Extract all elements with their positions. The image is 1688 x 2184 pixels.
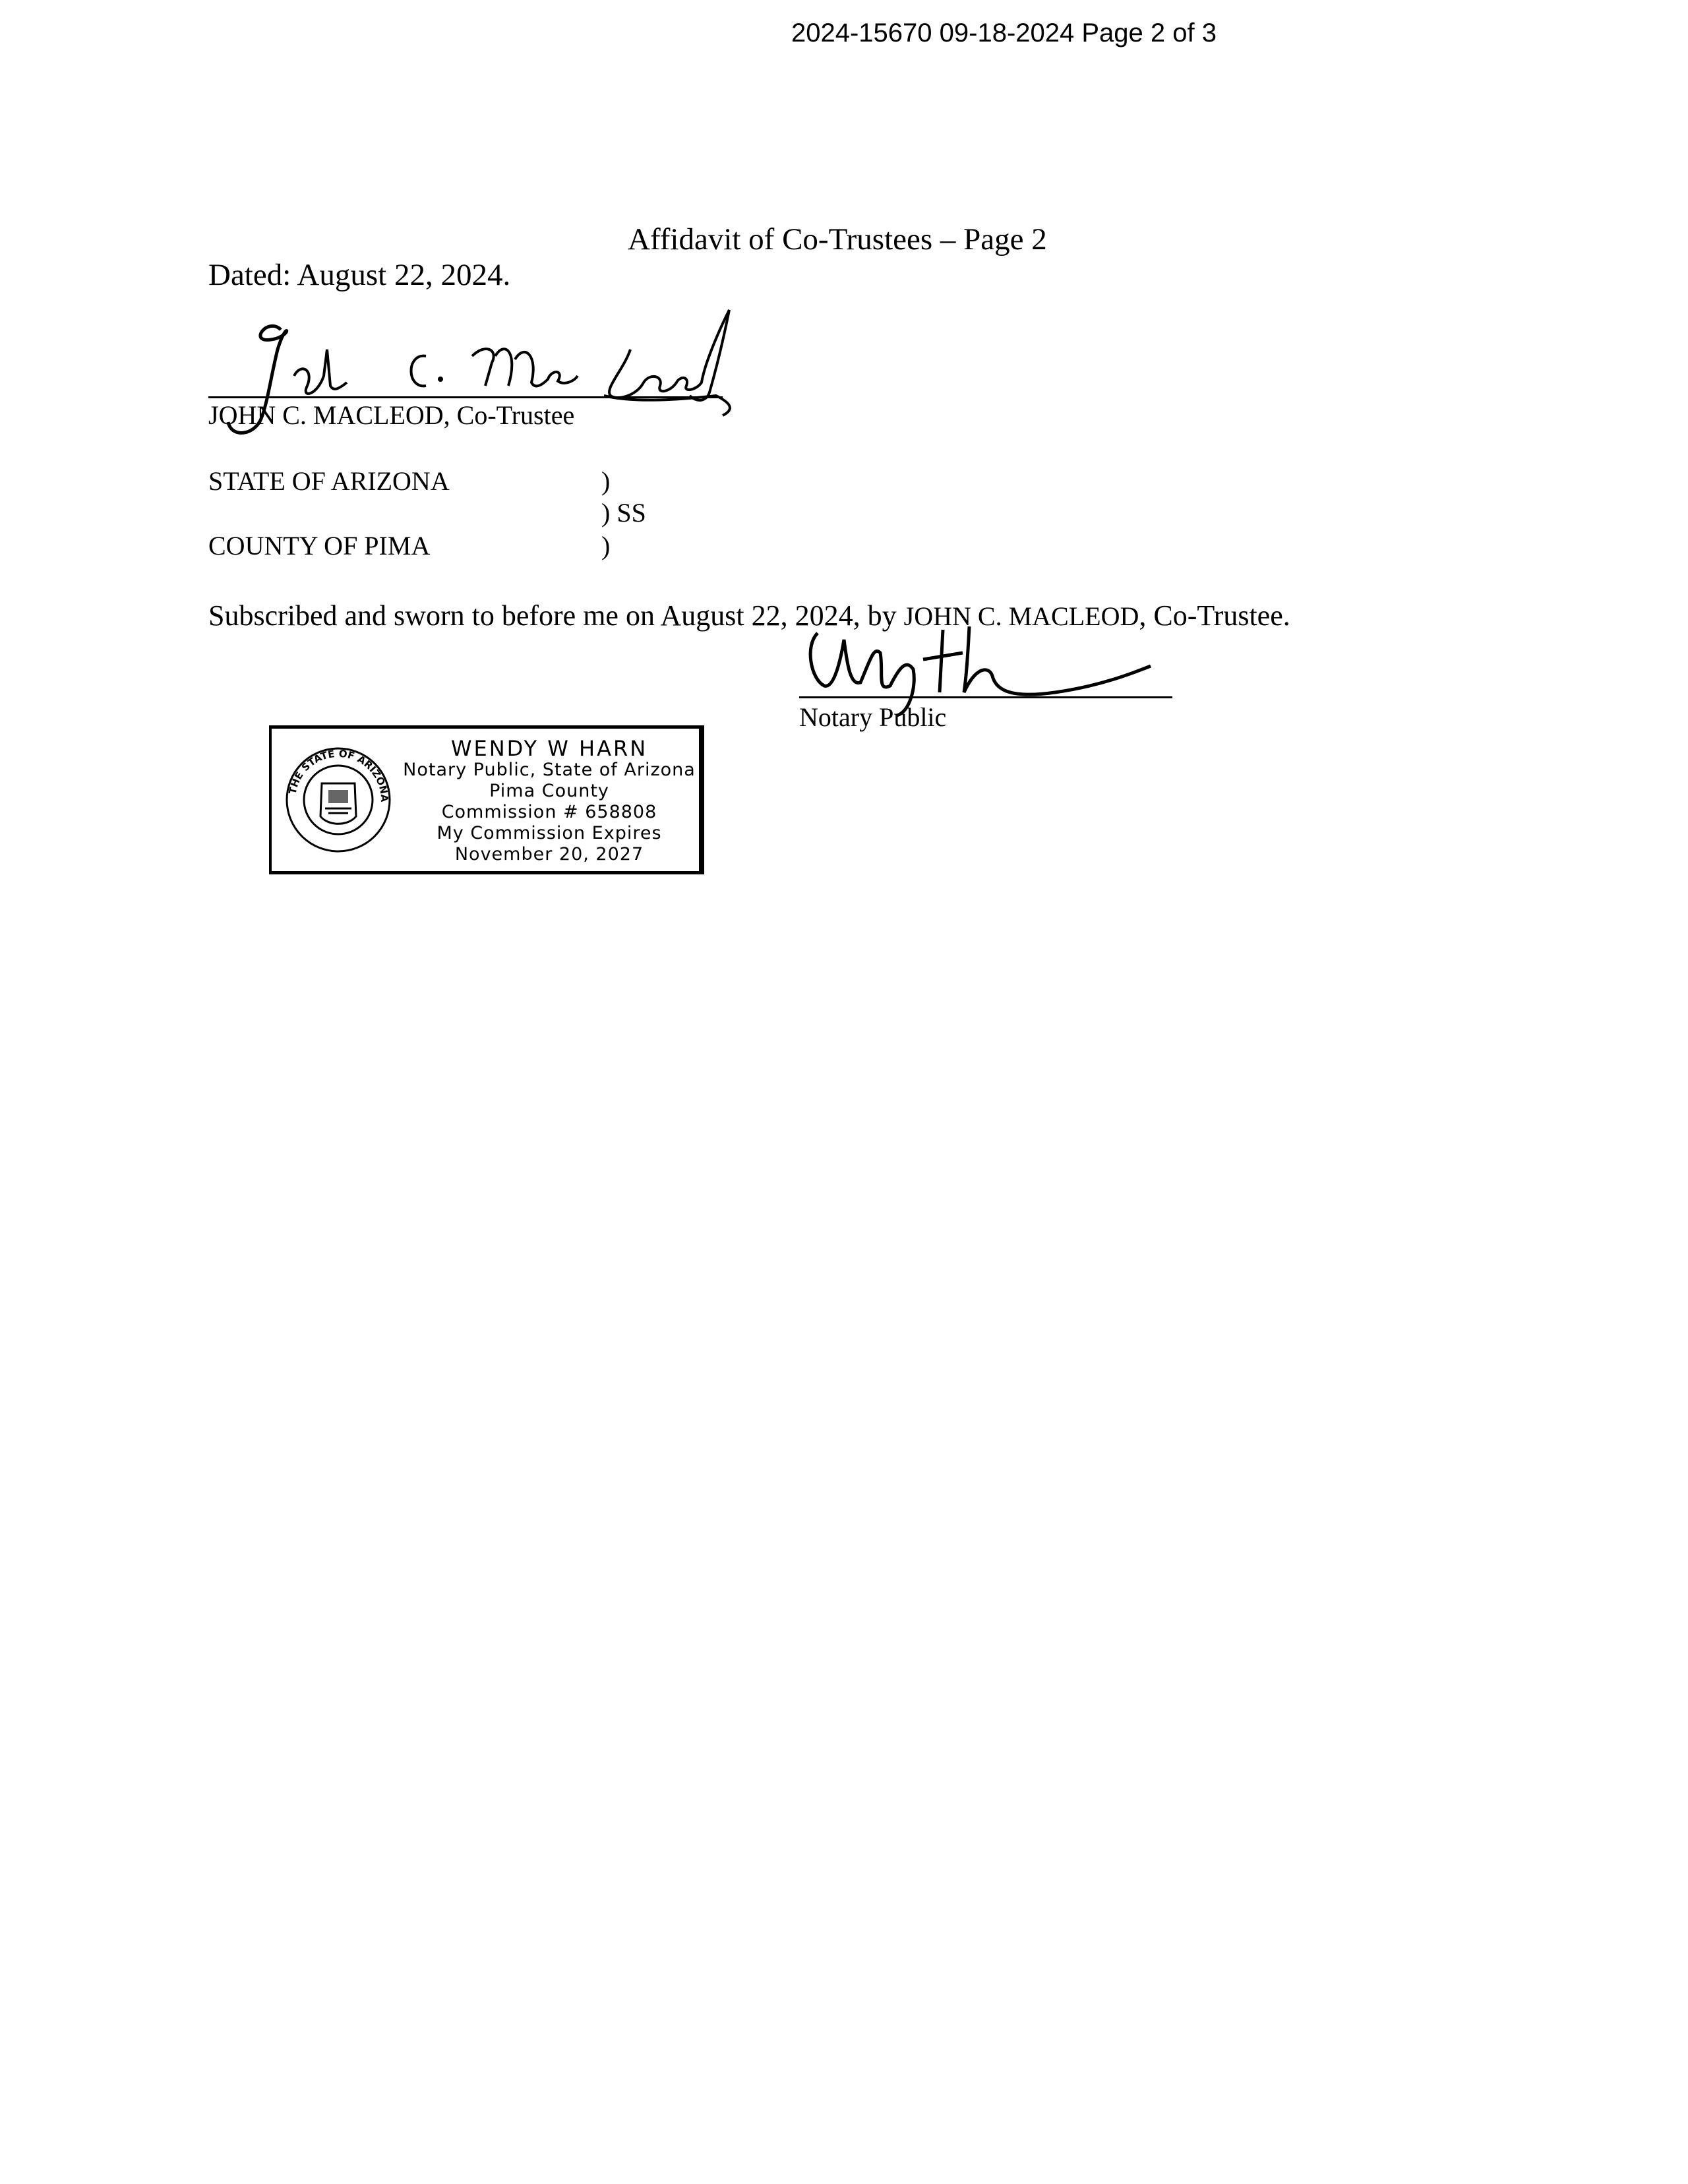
dated-line: Dated: August 22, 2024. (208, 258, 511, 292)
stamp-line-2: Pima County (489, 781, 609, 801)
trustee-signature (208, 303, 749, 455)
venue-ss: ) SS (601, 498, 646, 528)
stamp-line-1: Notary Public, State of Arizona (403, 760, 696, 780)
trustee-name-label: JOHN C. MACLEOD, Co-Trustee (208, 400, 575, 430)
page-title: Affidavit of Co-Trustees – Page 2 (628, 222, 1047, 257)
jurat-suffix: , Co-Trustee. (1139, 599, 1290, 632)
notary-label: Notary Public (799, 702, 947, 732)
notary-signature-line (799, 696, 1172, 698)
seal-text: THE STATE OF ARIZONA (286, 747, 391, 803)
jurat-name: JOHN C. MACLEOD (903, 601, 1139, 631)
venue-county: COUNTY OF PIMA (208, 531, 431, 561)
notary-stamp (269, 725, 704, 874)
stamp-line-5: November 20, 2027 (454, 844, 644, 864)
state-seal-icon (282, 744, 394, 856)
stamp-line-3: Commission # 658808 (441, 802, 657, 822)
stamp-line-4: My Commission Expires (437, 823, 662, 843)
venue-paren-bottom: ) (601, 531, 611, 561)
stamp-notary-name: WENDY W HARN (450, 736, 648, 761)
trustee-signature-line (208, 396, 723, 398)
stamp-text (394, 737, 704, 865)
recording-header: 2024-15670 09-18-2024 Page 2 of 3 (791, 18, 1217, 47)
venue-state: STATE OF ARIZONA (208, 466, 450, 496)
venue-paren-top: ) (601, 466, 611, 496)
jurat-prefix: Subscribed and sworn to before me on August 22, 2024, by (208, 599, 904, 632)
